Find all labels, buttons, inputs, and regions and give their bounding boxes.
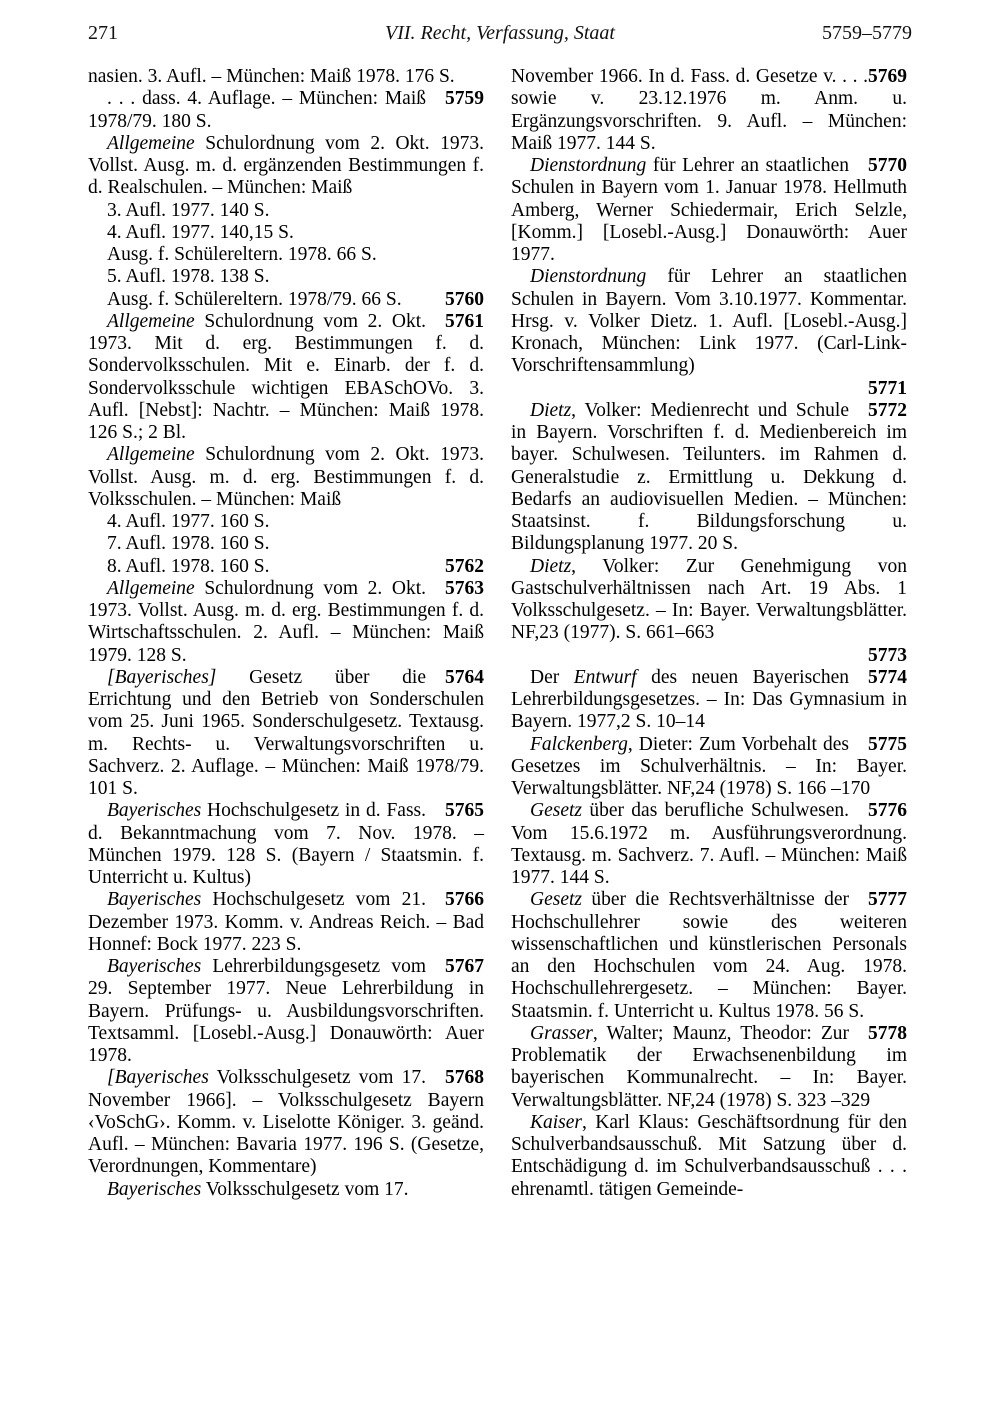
entry-keyword: [Bayerisches] [107,666,217,688]
entry-keyword: Kaiser [530,1111,583,1133]
entry-text: 5. Aufl. 1978. 138 S. [107,266,270,288]
bibliography-entry [88,311,484,445]
bibliography-entry [511,400,907,556]
entry-keyword: Dietz [530,555,572,577]
entry-text: 4. Aufl. 1977. 140,15 S. [107,221,294,243]
entry-text: Volksschulgesetz vom 17. November 1966]. – Volksschulgesetz Bayern ‹VoSchG›. Komm. v. Liselotte Königer. 3. geänd. Aufl. – München: Bavaria 1977. 196 S. (Gesetze, Verordnungen, Kommentare) [88,1067,484,1178]
entry-text: Hochschulgesetz in d. Fass. d. Bekanntmachung vom 7. Nov. 1978. – München 1979. 128 S. (Bayern / Staatsmin. f. Unterricht u. Kultus) [88,800,484,888]
entry-number: 5760 [445,288,484,310]
entry-text: Lehrerbildungsgesetz vom 29. September 1977. Neue Lehrerbildung in Bayern. Prüfungs- u. Ausbildungsvorschriften. Textsamml. [Losebl.-Ausg.] Donauwörth: Auer 1978. [88,956,484,1066]
entry-text: Schulordnung vom 2. Okt. 1973. Vollst. Ausg. m. d. erg. Bestimmungen f. d. Wirtschaftsschulen. 2. Aufl. – München: Maiß 1979. 128 S. [88,577,484,666]
entry-number: 5770 [868,155,907,176]
entry-text: 8. Aufl. 1978. 160 S. [107,555,270,577]
entry-keyword: Bayerisches [107,1178,202,1200]
entry-number: 5765 [445,800,484,822]
bibliography-entry [88,88,484,133]
entry-prefix: Der [530,666,574,688]
edition-line [88,266,484,288]
entry-number: 5762 [445,555,484,577]
bibliography-entry [511,667,907,734]
left-column [88,66,484,1201]
edition-line [88,556,484,578]
edition-line [88,244,484,266]
entry-text: , Volker: Zur Genehmigung von Gastschulverhältnissen nach Art. 19 Abs. 1 Volksschulgesetz. – In: Bayer. Verwaltungsblätter. NF,23 (1977). S. 661–663 [511,555,907,644]
entry-keyword: Gesetz [530,800,582,822]
bibliography-entry [511,1023,907,1112]
entry-keyword: Allgemeine [107,132,195,154]
entry-keyword: Gesetz [530,889,582,911]
entry-number: 5761 [445,310,484,332]
entry-text: . . . dass. 4. Auflage. – München: Maiß 1978/79. 180 S. [88,88,426,132]
entry-text: November 1966. In d. Fass. d. Gesetze v. . . . sowie v. 23.12.1976 m. Anm. u. Ergänzungsvorschriften. 9. Aufl. – München: Maiß 1977. 144 S. [511,66,907,154]
entry-text: für Lehrer an staatlichen Schulen in Bayern. Vom 3.10.1977. Kommentar. Hrsg. v. Volker Dietz. 1. Aufl. [Losebl.-Ausg.] Kronach, München: Link 1977. (Carl-Link-Vorschriftensammlung) [511,266,907,377]
entry-keyword: Dietz [530,399,572,421]
entry-number: 5775 [868,733,907,755]
entry-number: 5777 [868,889,907,911]
edition-line [88,289,484,311]
entry-text: , Dieter: Zum Vorbehalt des Gesetzes im Schulverhältnis. – In: Bayer. Verwaltungsblätter. NF,24 (1978) S. 166 –170 [511,733,907,799]
entry-text: , Volker: Medienrecht und Schule in Bayern. Vorschriften f. d. Medienbereich im bayer. Schulwesen. Teilunters. im Rahmen d. Generalstudie z. Ermittlung u. Dekkung d. Bedarfs an audiovisuellen Medien. – München: Staatsinst. f. Bildungsforschung u. Bildungsplanung 1977. 20 S. [511,399,907,555]
entry-number: 5773 [868,644,907,666]
entry-text: Volksschulgesetz vom 17. [201,1178,409,1200]
entry-text: Schulordnung vom 2. Okt. 1973. Vollst. Ausg. m. d. ergänzenden Bestimmungen f. d. Realschulen. – München: Maiß [88,132,484,199]
bibliography-entry [88,667,484,801]
entry-text: 3. Aufl. 1977. 140 S. [107,199,270,221]
entry-number: 5769 [868,66,907,87]
entry-text: Ausg. f. Schülereltern. 1978/79. 66 S. [107,288,402,310]
entry-keyword: Entwurf [573,666,637,688]
bibliography-entry [88,66,484,88]
entry-text: Schulordnung vom 2. Okt. 1973. Vollst. Ausg. m. d. erg. Bestimmungen f. d. Volksschulen. – München: Maiß [88,444,484,510]
bibliography-entry [88,578,484,667]
entry-number: 5763 [445,577,484,599]
entry-text: über die Rechtsverhältnisse der Hochschullehrer sowie des weiteren wissenschaftlichen und künstlerischen Personals an den Hochschulen vom 24. Aug. 1978. Hochschullehrergesetz. – München: Bayer. Staatsmin. f. Unterricht u. Kultus 1978. 56 S. [511,889,907,1022]
entry-keyword: [Bayerisches [107,1067,209,1089]
bibliography-entry [511,1112,907,1201]
bibliography-entry [511,66,907,155]
entry-keyword: Bayerisches [107,800,202,822]
bibliography-entry [511,155,907,266]
entry-number: 5778 [868,1022,907,1044]
entry-number: 5776 [868,800,907,822]
bibliography-entry [511,889,907,1023]
entry-keyword: Bayerisches [107,956,202,977]
entry-text: 7. Aufl. 1978. 160 S. [107,533,270,555]
bibliography-entry [88,133,484,200]
entry-text: Schulordnung vom 2. Okt. 1973. Mit d. erg. Bestimmungen f. d. Sondervolksschulen. Mit e. Einarb. der f. d. Sondervolksschule wichtigen EBASchOVo. 3. Aufl. [Nebst]: Nachtr. – München: Maiß 1978. 126 S.; 2 Bl. [88,310,484,443]
entry-text: , Karl Klaus: Geschäftsordnung für den Schulverbandsausschuß. Mit Satzung über d. Entschädigung d. im Schulverbandsausschuß . . . ehrenamtl. tätigen Gemeinde- [511,1111,907,1200]
entry-keyword: Allgemeine [107,444,195,466]
edition-line [88,222,484,244]
entry-text: für Lehrer an staatlichen Schulen in Bayern vom 1. Januar 1978. Hellmuth Amberg, Werner Schiedermair, Erich Selzle, [Komm.] [Losebl.-Ausg.] Donauwörth: Auer 1977. [511,155,907,265]
bibliography-entry [511,556,907,645]
entry-keyword: Bayerisches [107,889,202,911]
entry-text: nasien. 3. Aufl. – München: Maiß 1978. 176 S. [88,66,455,87]
entry-text: über das berufliche Schulwesen. Vom 15.6.1972 m. Ausführungsverordnung. Textausg. m. Sachverz. 7. Aufl. – München: Maiß 1977. 144 S. [511,800,907,888]
entry-number: 5772 [868,399,907,421]
entry-number: 5764 [445,666,484,688]
entry-text: Hochschulgesetz vom 21. Dezember 1973. Komm. v. Andreas Reich. – Bad Honnef: Bock 1977. 223 S. [88,889,484,955]
entry-keyword: Grasser [530,1022,593,1044]
entry-keyword: Allgemeine [107,310,195,332]
edition-line [88,511,484,533]
running-header [88,22,912,62]
page-number: 271 [88,22,118,44]
edition-line [88,533,484,555]
entry-number: 5774 [868,666,907,688]
entry-number: 5771 [868,377,907,399]
entry-number: 5759 [445,88,484,110]
entry-number: 5767 [445,956,484,977]
entry-text: Gesetz über die Errichtung und den Betrieb von Sonderschulen vom 25. Juni 1965. Sonderschulgesetz. Textausg. m. Rechts- u. Verwaltungsvorschriften u. Sachverz. 2. Auflage. – München: Maiß 1978/79. 101 S. [88,666,484,799]
bibliography-entry [511,734,907,801]
section-title: VII. Recht, Verfassung, Staat [385,22,615,44]
entry-text: des neuen Bayerischen Lehrerbildungsgesetzes. – In: Das Gymnasium in Bayern. 1977,2 S. 10–14 [511,666,907,733]
bibliography-entry [88,800,484,889]
entry-number: 5766 [445,889,484,911]
entry-keyword: Dienstordnung [530,266,647,288]
right-column [511,66,907,1201]
entry-keyword: Dienstordnung [530,155,647,176]
bibliography-entry [511,800,907,889]
bibliography-entry [88,444,484,511]
entry-range: 5759–5779 [822,22,912,44]
entry-text: 4. Aufl. 1977. 160 S. [107,511,270,532]
entry-text: , Walter; Maunz, Theodor: Zur Problematik der Erwachsenenbildung im bayerischen Kommunalrecht. – In: Bayer. Verwaltungsblätter. NF,24 (1978) S. 323 –329 [511,1022,907,1111]
edition-line [88,200,484,222]
bibliography-entry [88,889,484,956]
entry-keyword: Falckenberg [530,733,628,755]
bibliography-entry [88,1179,484,1201]
bibliography-entry [88,956,484,1067]
bibliography-entry [511,266,907,377]
entry-text: Ausg. f. Schülereltern. 1978. 66 S. [107,244,377,265]
entry-keyword: Allgemeine [107,577,195,599]
bibliography-entry [88,1067,484,1178]
entry-number: 5768 [445,1067,484,1089]
